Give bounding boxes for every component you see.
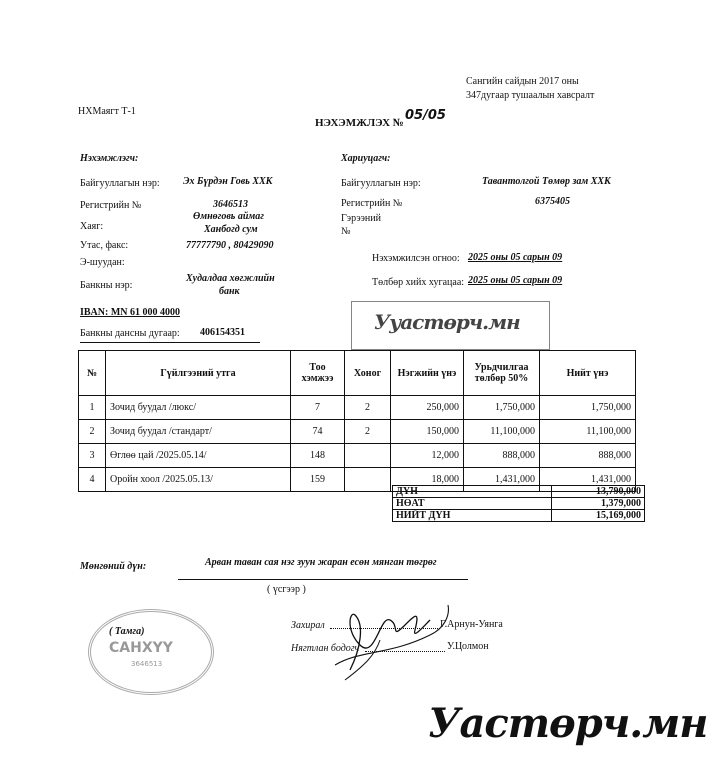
- stamp-number: 3646513: [131, 660, 163, 668]
- director-signature-scribble: [320, 595, 470, 685]
- amount-words-underline: [178, 579, 468, 580]
- row-days: 2: [345, 420, 391, 444]
- decree-line-2: 347дугаар тушаалын хавсралт: [466, 90, 595, 101]
- sender-reg-label: Регистрийн №: [80, 200, 142, 211]
- sender-address-line1: Өмнөговь аймаг: [193, 211, 264, 222]
- sender-bank-label: Банкны нэр:: [80, 280, 133, 291]
- row-days: [345, 468, 391, 492]
- totals-table: [392, 485, 645, 522]
- due-date-label: Төлбөр хийх хугацаа:: [372, 277, 465, 288]
- row-total: 11,100,000: [540, 420, 636, 444]
- row-total: 1,750,000: [540, 396, 636, 420]
- row-advance: 1,431,000: [464, 468, 540, 492]
- sender-account-label: Банкны дансны дугаар:: [80, 328, 180, 339]
- totals-row: [393, 498, 645, 510]
- sender-org-value: Эх Бүрдэн Говь ХХК: [183, 176, 273, 187]
- form-code: НХМаягт Т-1: [78, 106, 136, 117]
- accountant-name: У.Цолмон: [447, 641, 489, 652]
- payer-org-label: Байгууллагын нэр:: [341, 178, 421, 189]
- header-unit-price: Нэгжийн үнэ: [391, 351, 464, 396]
- row-quantity: 148: [291, 444, 345, 468]
- watermark-text: Ууастөрч.мн: [374, 310, 520, 334]
- row-days: [345, 444, 391, 468]
- row-no: 2: [79, 420, 106, 444]
- row-unit-price: 250,000: [391, 396, 464, 420]
- sender-iban: IBAN: MN 61 000 4000: [80, 307, 180, 318]
- payer-org-value: Тавантолгой Төмөр зам ХХК: [482, 176, 611, 187]
- header-days: Хоног: [345, 351, 391, 396]
- decree-line-1: Сангийн сайдын 2017 оны: [466, 76, 579, 87]
- totals-label: НӨАТ: [393, 498, 552, 510]
- account-underline: [80, 342, 260, 343]
- header-no: №: [79, 351, 106, 396]
- row-description: Зочид буудал /люкс/: [106, 396, 291, 420]
- row-unit-price: 150,000: [391, 420, 464, 444]
- sender-email-label: Э-шуудан:: [80, 257, 125, 268]
- totals-row: [393, 510, 645, 522]
- row-total: 1,431,000: [540, 468, 636, 492]
- sender-phone-label: Утас, факс:: [80, 240, 129, 251]
- totals-value: 13,790,000: [552, 486, 645, 498]
- totals-value: 1,379,000: [552, 498, 645, 510]
- header-quantity: [291, 351, 345, 396]
- sender-bank-line2: банк: [219, 286, 240, 297]
- row-total: 888,000: [540, 444, 636, 468]
- table-row: [79, 444, 636, 468]
- header-advance: [464, 351, 540, 396]
- totals-row: [393, 486, 645, 498]
- table-header-row: [79, 351, 636, 396]
- document-number: 05/05: [405, 108, 446, 123]
- sender-heading: Нэхэмжлэгч:: [80, 153, 139, 164]
- amount-words-caption: ( үсгээр ): [267, 584, 306, 595]
- amount-words-value: Арван таван сая нэг зуун жаран есөн мянган төгрөг: [205, 557, 437, 568]
- payer-contract-label: Гэрээний: [341, 213, 381, 224]
- watermark-box: [351, 301, 550, 350]
- accountant-label: Нягтлан бодогч: [291, 643, 360, 654]
- payer-contract-no: №: [341, 226, 351, 237]
- items-table: [78, 350, 636, 492]
- footer-brand: Уастөрч.мн: [428, 700, 708, 747]
- row-unit-price: 18,000: [391, 468, 464, 492]
- invoice-date-label: Нэхэмжилсэн огноо:: [372, 253, 460, 264]
- row-days: 2: [345, 396, 391, 420]
- row-quantity: 159: [291, 468, 345, 492]
- payer-reg-label: Регистрийн №: [341, 198, 403, 209]
- row-quantity: 7: [291, 396, 345, 420]
- row-no: 1: [79, 396, 106, 420]
- company-stamp: [88, 609, 214, 695]
- invoice-date-value: 2025 оны 05 сарын 09: [468, 252, 563, 263]
- header-advance-line2: төлбөр 50%: [474, 373, 529, 384]
- due-date-value: 2025 оны 05 сарын 09: [468, 275, 563, 286]
- row-description: Оройн хоол /2025.05.13/: [106, 468, 291, 492]
- payer-reg-value: 6375405: [535, 196, 570, 207]
- totals-value: 15,169,000: [552, 510, 645, 522]
- row-no: 3: [79, 444, 106, 468]
- header-advance-line1: Урьдчилгаа: [474, 362, 529, 373]
- payer-heading: Хариуцагч:: [341, 153, 391, 164]
- director-label: Захирал: [291, 620, 325, 631]
- table-row: [79, 396, 636, 420]
- table-row: [79, 420, 636, 444]
- header-quantity-line1: Тоо: [309, 362, 326, 373]
- row-quantity: 74: [291, 420, 345, 444]
- header-quantity-line2: хэмжээ: [301, 373, 334, 384]
- stamp-text: САНХҮҮ: [109, 640, 173, 656]
- stamp-label: ( Тамга): [109, 626, 145, 637]
- totals-label: НИЙТ ДҮН: [393, 510, 552, 522]
- row-description: Өглөө цай /2025.05.14/: [106, 444, 291, 468]
- row-advance: 1,750,000: [464, 396, 540, 420]
- sender-account-value: 406154351: [200, 327, 245, 338]
- sender-address-label: Хаяг:: [80, 221, 104, 232]
- header-total: Нийт үнэ: [540, 351, 636, 396]
- header-description: Гүйлгээний утга: [106, 351, 291, 396]
- sender-org-label: Байгууллагын нэр:: [80, 178, 160, 189]
- row-no: 4: [79, 468, 106, 492]
- sender-address-line2: Ханбогд сум: [204, 224, 258, 235]
- sender-reg-value: 3646513: [213, 199, 248, 210]
- row-description: Зочид буудал /стандарт/: [106, 420, 291, 444]
- amount-words-label: Мөнгөний дүн:: [80, 561, 147, 572]
- row-advance: 888,000: [464, 444, 540, 468]
- sender-bank-line1: Худалдаа хөгжлийн: [186, 273, 275, 284]
- document-title: НЭХЭМЖЛЭХ №: [315, 117, 404, 129]
- row-unit-price: 12,000: [391, 444, 464, 468]
- row-advance: 11,100,000: [464, 420, 540, 444]
- director-name: Г.Арнун-Уянга: [440, 619, 503, 630]
- totals-label: ДҮН: [393, 486, 552, 498]
- sender-phone-value: 77777790 , 80429090: [186, 240, 274, 251]
